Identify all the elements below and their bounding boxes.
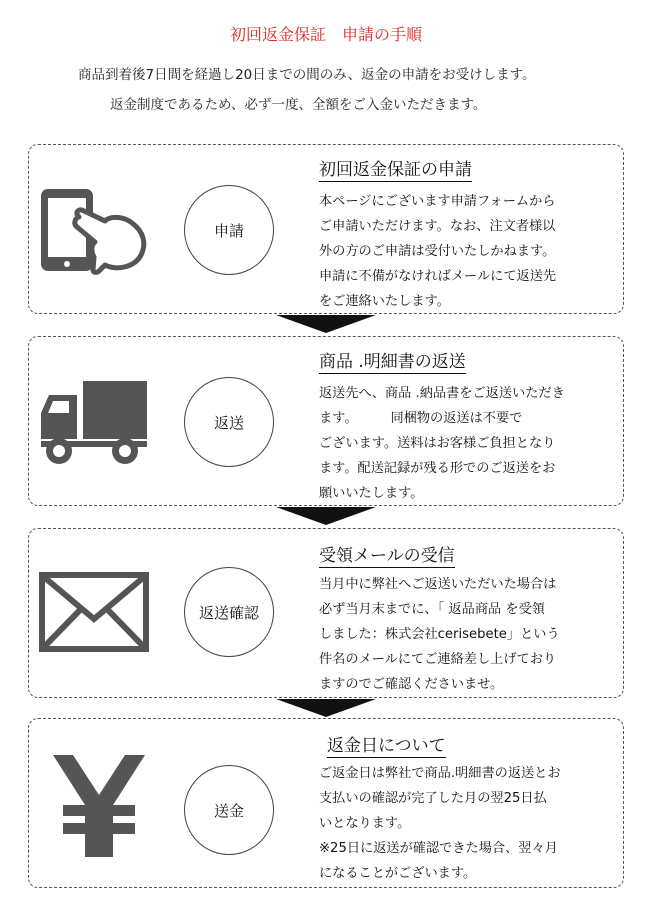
step-circle-application: 申請 [184,185,274,275]
description-line: 支払いの確認が完了した月の翌25日払 [319,791,547,806]
intro-line-2: 返金制度であるため、必ず一度、全額をご入金いただきます。 [110,97,487,113]
description-line: ます。 同梱物の返送は不要で [319,411,523,426]
description-line: しました：株式会社cerisebete」という [319,627,560,642]
step-arrow [276,699,376,717]
description-line: 本ページにございます申請フォームから [319,194,556,209]
envelope-icon [39,569,151,663]
step-circle-return: 返送 [184,377,274,467]
step-heading: 商品 .明細書の返送 [319,352,466,372]
description-line: ご申請いただけます。なお、注文者様以 [319,219,556,234]
step-description [319,572,619,697]
step-description [319,761,619,886]
step-heading: 返金日について [327,736,446,756]
intro-line-1: 商品到着後7日間を経過し20日までの間のみ、返金の申請をお受けします。 [78,67,536,83]
truck-icon [39,379,151,473]
description-line: になることがございます。 [319,866,477,881]
step-circle-confirmation: 返送確認 [184,567,274,657]
step-return [28,336,624,506]
description-line: ございます。送料はお客様ご負担となり [319,436,556,451]
step-circle-refund: 送金 [184,765,274,855]
step-heading: 受領メールの受信 [319,546,455,566]
yen-icon [49,751,149,863]
description-line: いとなります。 [319,816,411,831]
description-line: 返送先へ、商品 .納品書をご返送いただき [319,386,565,401]
description-line: 件名のメールにてご連絡差し上げており [319,652,557,667]
step-heading: 初回返金保証の申請 [319,160,472,180]
step-confirmation [28,528,624,698]
step-application [28,144,624,314]
description-line: ご返金日は弊社で商品.明細書の返送とお [319,766,561,781]
description-line: をご連絡いたします。 [319,294,450,309]
description-line: ※25日に返送が確認できた場合、翌々月 [319,841,558,856]
step-arrow [276,507,376,525]
tablet-tap-icon [39,187,151,279]
description-line: ますのでご確認くださいませ。 [319,677,504,692]
step-refund [28,718,624,888]
page-title: 初回返金保証 申請の手順 [229,25,422,44]
description-line: ます。配送記録が残る形でのご返送をお [319,461,556,476]
description-line: 願いいたします。 [319,486,424,501]
step-description [319,381,619,506]
step-description [319,189,619,314]
description-line: 必ず当月末までに、「 返品商品 を受領 [319,602,545,617]
step-arrow [276,315,376,333]
description-line: 外の方のご申請は受付いたしかねます。 [319,244,556,259]
description-line: 申請に不備がなければメールにて返送先 [319,269,557,284]
description-line: 当月中に弊社へご返送いただいた場合は [319,577,557,592]
